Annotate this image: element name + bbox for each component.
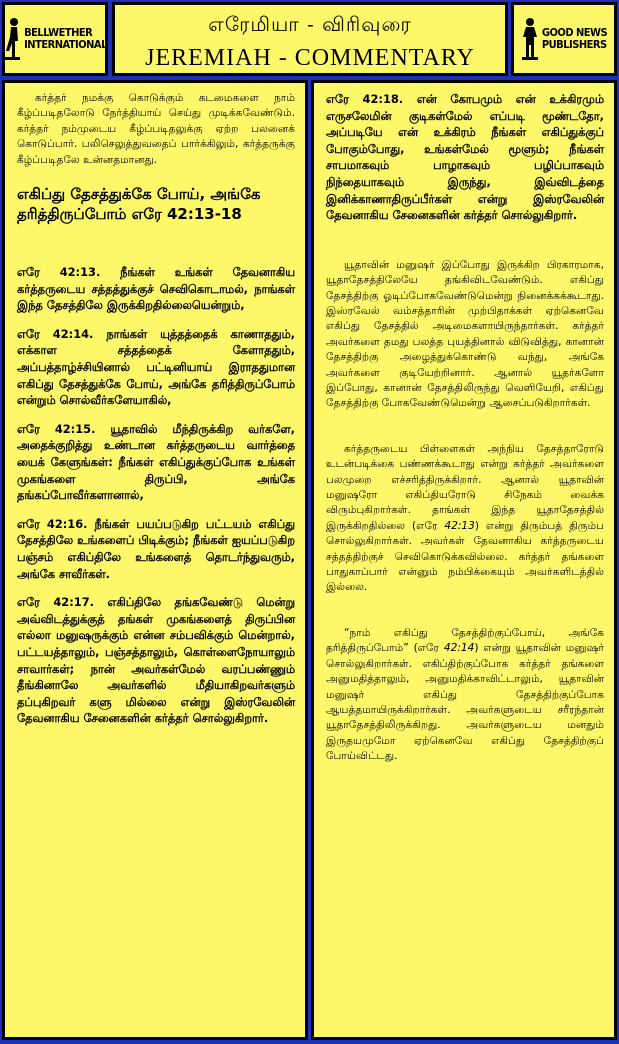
verse-42-13: எரே 42:13. நீங்கள் உங்கள் தேவனாகிய கர்த்தருடைய சத்தத்துக்குச் செவிகொடாமல், நாங்கள் இந்த தேசத்திலே இருக்கிறதில்லையென்றும், [17, 265, 295, 313]
verse-reference: 42:14 [443, 642, 475, 655]
bellwether-logo-text: BELLWETHER INTERNATIONAL [24, 26, 107, 51]
verse-42-15: எரே 42:15. யூதாவில் மீந்திருக்கிற வர்களே, அதைக்குறித்து உண்டான கர்த்தருடைய வார்த்தை யைக் கேளுங்கள்: நீங்கள் எகிப்துக்குப்போக உங்கள் முகங்களை திருப்பி, அங்கே தங்கப்போவீர்களானால், [17, 421, 295, 503]
verse-reference: 42:13 [444, 519, 475, 532]
commentary-paragraph-2-part-a: கர்த்தருடைய பிள்ளைகள் அந்நிய தேசத்தாரோடு உடன்படிக்கை பண்ணக்கூடாது என்று கர்த்தர் அவர்களை பலமுறை எச்சரித்திருக்கிறார். ஆனால் யூதாவின் மனுஷரோ எகிப்தியரோடு சிநேகம் வைக்க விரும்புகிறார்கள். தாங்கள் இந்த யூதாதேசத்தில் இருக்கிறதில்லை (எரே [326, 442, 604, 532]
intro-paragraph: கர்த்தர் நமக்கு கொடுக்கும் கடமைகளை நாம் கீழ்ப்படிதலோடு நேர்த்தியாய் செய்து முடிக்கவேண்டும். கர்த்தர் நம்முடைய கீழ்ப்படிதலுக்கு ஏற்ற பலனைக் கொடுப்பார். பலிசெலுத்துவதைப் பார்க்கிலும், கர்த்தருக்கு கீழ்ப்படிதலே உன்னதமானது. [17, 92, 295, 166]
verse-42-18: எரே 42:18. என் கோபமும் என் உக்கிரமும் எருசலேமின் குடிகள்மேல் எப்படி மூண்டதோ, அப்படியே என் உக்கிரம் நீங்கள் எகிப்துக்குப் போகும்போது, உங்கள்மேல் மூளும்; நீங்கள் சாபமாகவும் பாழாகவும் பழிப்பாகவும் நிந்தையாகவும் இருந்து, இவ்விடத்தை இனிக்காணாதிருப்பீர்கள் என்று இஸ்ரவேலின் தேவனாகிய சேனைகளின் கர்த்தர் சொல்லுகிறார். [326, 92, 604, 223]
title-english: JEREMIAH - COMMENTARY [145, 45, 475, 71]
title-tamil: எரேமியா - விரிவுரை [208, 12, 412, 36]
left-column [2, 80, 308, 1040]
verse-42-16: எரே 42:16. நீங்கள் பயப்படுகிற பட்டயம் எகிப்து தேசத்திலே உங்களைப் பிடிக்கும்; நீங்கள் ஐயப்படுகிற பஞ்சம் எகிப்திலே உங்களைத் தொடர்ந்துவரும், அங்கே சாவீர்கள். [17, 516, 295, 581]
commentary-paragraph-3-part-b: ) என்று யூதாவின் மனுஷர் சொல்லுகிறார்கள். எகிப்திற்குப்போக கர்த்தர் தங்களை அனுமதித்தாலும், அனுமதிக்காவிட்டாலும், யூதாவின் மனுஷர் எகிப்து தேசத்திற்குப்போக ஆயத்தமாயிருக்கிறார்கள். அவர்களுடைய சரீரந்தான் யூதாதேசத்திலிருக்கிறது. அவர்களுடைய மனதும் இருதயமுமோ ஏற்கெனவே எகிப்து தேசத்திற்குப் போய்விட்டது. [326, 642, 604, 763]
bell-ringer-icon [3, 17, 21, 61]
commentary-paragraph-1: யூதாவின் மனுஷர் இப்போது இருக்கிற பிரகாரமாக, யூதாதேசத்திலேயே தங்கிவிடவேண்டும். எகிப்து தேசத்திற்கு ஓடிப்போகவேண்டுமென்று நினைக்கக்கூடாது. இஸ்ரவேல் வம்சத்தாரின் முற்பிதாக்கள் ஏற்கெனவே எகிப்து தேசத்தில் அடிமைகளாயிருந்தார்கள். கர்த்தர் அவர்களை தமது பலத்த புயத்தினால் விடுவித்து, கானான் தேசத்திற்கு அழைத்துக்கொண்டு வந்து, அங்கே அவர்களை குடியேற்றினார். ஆனால் யூதர்களோ இப்போது, கானான் தேசத்திலிருந்து வெளியேறி, எகிப்து தேசத்திற்கு போகவேண்டுமென்று ஆசைப்படுகிறார்கள். [326, 258, 604, 410]
commentary-paragraph-2 [326, 442, 604, 596]
herald-figure-icon [521, 17, 539, 61]
verse-42-14: எரே 42:14. நாங்கள் யுத்தத்தைக் காணாததும், எக்காள சத்தத்தைக் கேளாததும், அப்பத்தாழ்ச்சியினால் பட்டினியாய் இராததுமான எகிப்து தேசத்துக்கே போய், அங்கே தரித்திருப்போம் என்றும் சொல்வீர்களேயாகில், [17, 326, 295, 408]
good-news-logo-text: GOOD NEWS PUBLISHERS [541, 26, 608, 51]
good-news-logo [511, 2, 617, 76]
verse-42-17: எரே 42:17. எகிப்திலே தங்கவேண்டு மென்று அவ்விடத்துக்குத் தங்கள் முகங்களைத் திருப்பின எல்லா மனுஷருக்கும் என்ன சம்பவிக்கும் மென்றால், பட்டயத்தாலும், பஞ்சத்தாலும், கொள்ளைநோயாலும் சாவார்கள்; நான் அவர்கள்மேல் வரப்பண்ணும் தீங்கினாலே அவர்களில் மீதியாகிறவர்களும் தப்புகிறவர் களு மில்லை என்று இஸ்ரவேலின் தேவனாகிய சேனைகளின் கர்த்தர் சொல்லுகிறார். [17, 595, 295, 726]
bellwether-logo [2, 2, 108, 76]
commentary-paragraph-3-part-a: “நாம் எகிப்து தேசத்திற்குப்போய், அங்கே தரித்திருப்போம்” (எரே [326, 626, 604, 655]
right-column [311, 80, 617, 1040]
commentary-paragraph-3 [326, 626, 604, 765]
title-banner [112, 2, 508, 76]
commentary-paragraph-2-part-b: ) என்று திரும்பத் திரும்ப சொல்லுகிறார்கள். அவர்கள் தேவனாகிய கர்த்தருடைய சத்தத்திற்குச் செவிகொடுக்கவில்லை. கர்த்தர் தங்களை பாதுகாப்பார் என்னும் நம்பிக்கையும் அவர்களிடத்தில் இல்லை. [326, 519, 604, 594]
section-heading: எகிப்து தேசத்துக்கே போய், அங்கே தரித்திருப்போம் எரே 42:13-18 [17, 185, 261, 224]
